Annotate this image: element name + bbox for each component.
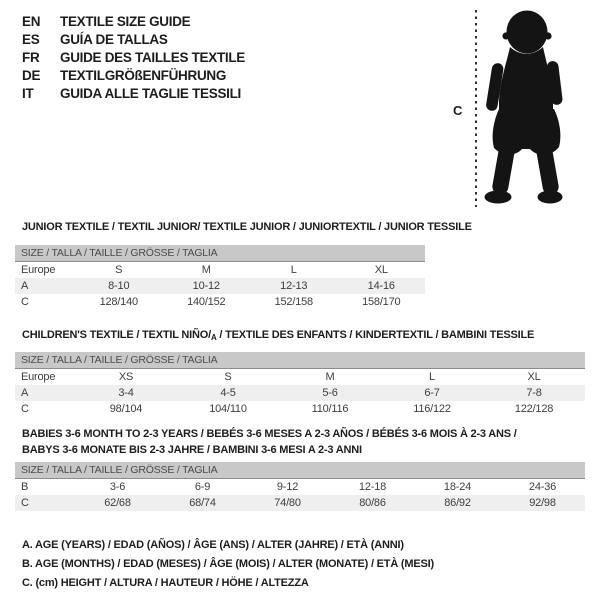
size-cell: XL <box>374 264 388 276</box>
legend-notes <box>22 536 434 593</box>
children-size-table <box>15 352 585 417</box>
months-cell: 6-9 <box>194 481 211 493</box>
size-header-bar: SIZE / TALLA / TAILLE / GRÖSSE / TAGLIA <box>15 462 585 479</box>
table-row-months <box>15 479 585 495</box>
junior-table-title: JUNIOR TEXTILE / TEXTIL JUNIOR/ TEXTILE JUNIOR / JUNIORTEXTIL / JUNIOR TESSILE <box>22 221 472 233</box>
height-cell: 62/68 <box>104 497 131 509</box>
size-cell: M <box>325 371 335 383</box>
babies-table-title <box>22 426 517 458</box>
size-cell: L <box>290 264 297 276</box>
row-label: Europe <box>21 264 56 276</box>
row-label: C <box>21 497 29 509</box>
children-table-title <box>22 327 534 344</box>
table-row-age <box>15 385 585 401</box>
row-label: A <box>21 387 29 399</box>
guide-title: GUIDA ALLE TAGLIE TESSILI <box>60 86 241 101</box>
age-cell: 4-5 <box>220 387 236 399</box>
height-marker-label: C <box>453 103 463 118</box>
height-cell: 68/74 <box>189 497 216 509</box>
height-cell: 98/104 <box>109 403 143 415</box>
size-cell: XL <box>527 371 541 383</box>
age-cell: 3-4 <box>118 387 134 399</box>
babies-title-line1: BABIES 3-6 MONTH TO 2-3 YEARS / BEBÉS 3-6 MESES A 2-3 AÑOS / BÉBÉS 3-6 MOIS À 2-3 ANS / <box>22 428 517 440</box>
note-height-cm: C. (cm) HEIGHT / ALTURA / HAUTEUR / HÖHE / ALTEZZA <box>22 577 309 589</box>
age-cell: 12-13 <box>280 280 308 292</box>
language-row-en <box>22 13 245 31</box>
table-row-europe <box>15 262 425 278</box>
language-row-fr <box>22 49 245 67</box>
table-row-height <box>15 495 585 511</box>
table-row-height <box>15 294 425 310</box>
months-cell: 12-18 <box>358 481 387 493</box>
size-header-bar: SIZE / TALLA / TAILLE / GRÖSSE / TAGLIA <box>15 245 425 262</box>
size-cell: M <box>201 264 211 276</box>
age-cell: 14-16 <box>367 280 395 292</box>
height-measure-dotted-line <box>475 10 477 207</box>
months-cell: 3-6 <box>109 481 126 493</box>
children-title-sub: A <box>210 333 217 342</box>
months-cell: 18-24 <box>443 481 472 493</box>
height-cell: 128/140 <box>99 296 138 308</box>
guide-title: TEXTILGRÖßENFÜHRUNG <box>60 68 227 83</box>
size-cell: S <box>115 264 123 276</box>
language-code: DE <box>22 68 41 83</box>
height-cell: 140/152 <box>187 296 226 308</box>
size-cell: L <box>429 371 435 383</box>
height-cell: 116/122 <box>413 403 451 415</box>
children-title-pre: CHILDREN'S TEXTILE / TEXTIL NIÑO/ <box>22 329 211 341</box>
row-label: C <box>21 403 29 415</box>
size-cell: S <box>224 371 232 383</box>
guide-title: GUIDE DES TAILLES TEXTILE <box>60 50 246 65</box>
row-label: C <box>21 296 29 308</box>
height-cell: 158/170 <box>362 296 401 308</box>
height-cell: 80/86 <box>359 497 386 509</box>
babies-title-line2: BABYS 3-6 MONATE BIS 2-3 JAHRE / BAMBINI 3-6 MESI A 2-3 ANNI <box>22 444 362 456</box>
size-header-bar: SIZE / TALLA / TAILLE / GRÖSSE / TAGLIA <box>15 352 585 369</box>
age-cell: 5-6 <box>322 387 338 399</box>
height-cell: 152/158 <box>274 296 313 308</box>
language-code: FR <box>22 50 40 65</box>
age-cell: 7-8 <box>526 387 542 399</box>
guide-title: GUÍA DE TALLAS <box>60 32 168 47</box>
height-cell: 86/92 <box>444 497 471 509</box>
table-row-height <box>15 401 585 417</box>
language-row-it <box>22 85 245 103</box>
table-row-age <box>15 278 425 294</box>
junior-size-table <box>15 245 425 310</box>
age-cell: 10-12 <box>192 280 220 292</box>
size-cell: XS <box>118 371 134 383</box>
language-code: IT <box>22 86 34 101</box>
height-cell: 122/128 <box>514 403 554 415</box>
height-cell: 92/98 <box>529 497 556 509</box>
language-code: EN <box>22 14 41 29</box>
note-age-months: B. AGE (MONTHS) / EDAD (MESES) / ÂGE (MOIS) / ALTER (MONATE) / ETÀ (MESI) <box>22 558 434 570</box>
language-row-es <box>22 31 245 49</box>
babies-size-table <box>15 462 585 511</box>
language-list <box>22 13 245 103</box>
row-label: B <box>21 481 29 493</box>
months-cell: 9-12 <box>276 481 299 493</box>
height-cell: 74/80 <box>274 497 301 509</box>
height-cell: 110/116 <box>311 403 349 415</box>
row-label: Europe <box>21 371 56 383</box>
age-cell: 8-10 <box>108 280 130 292</box>
height-cell: 104/110 <box>209 403 247 415</box>
guide-title: TEXTILE SIZE GUIDE <box>60 14 191 29</box>
note-age-years: A. AGE (YEARS) / EDAD (AÑOS) / ÂGE (ANS) / ALTER (JAHRE) / ETÀ (ANNI) <box>22 539 404 551</box>
table-row-europe <box>15 369 585 385</box>
baby-silhouette-icon <box>483 9 569 205</box>
months-cell: 24-36 <box>528 481 557 493</box>
language-code: ES <box>22 32 40 47</box>
language-row-de <box>22 67 245 85</box>
children-title-post: / TEXTILE DES ENFANTS / KINDERTEXTIL / BAMBINI TESSILE <box>216 329 535 341</box>
age-cell: 6-7 <box>424 387 440 399</box>
row-label: A <box>21 280 29 292</box>
